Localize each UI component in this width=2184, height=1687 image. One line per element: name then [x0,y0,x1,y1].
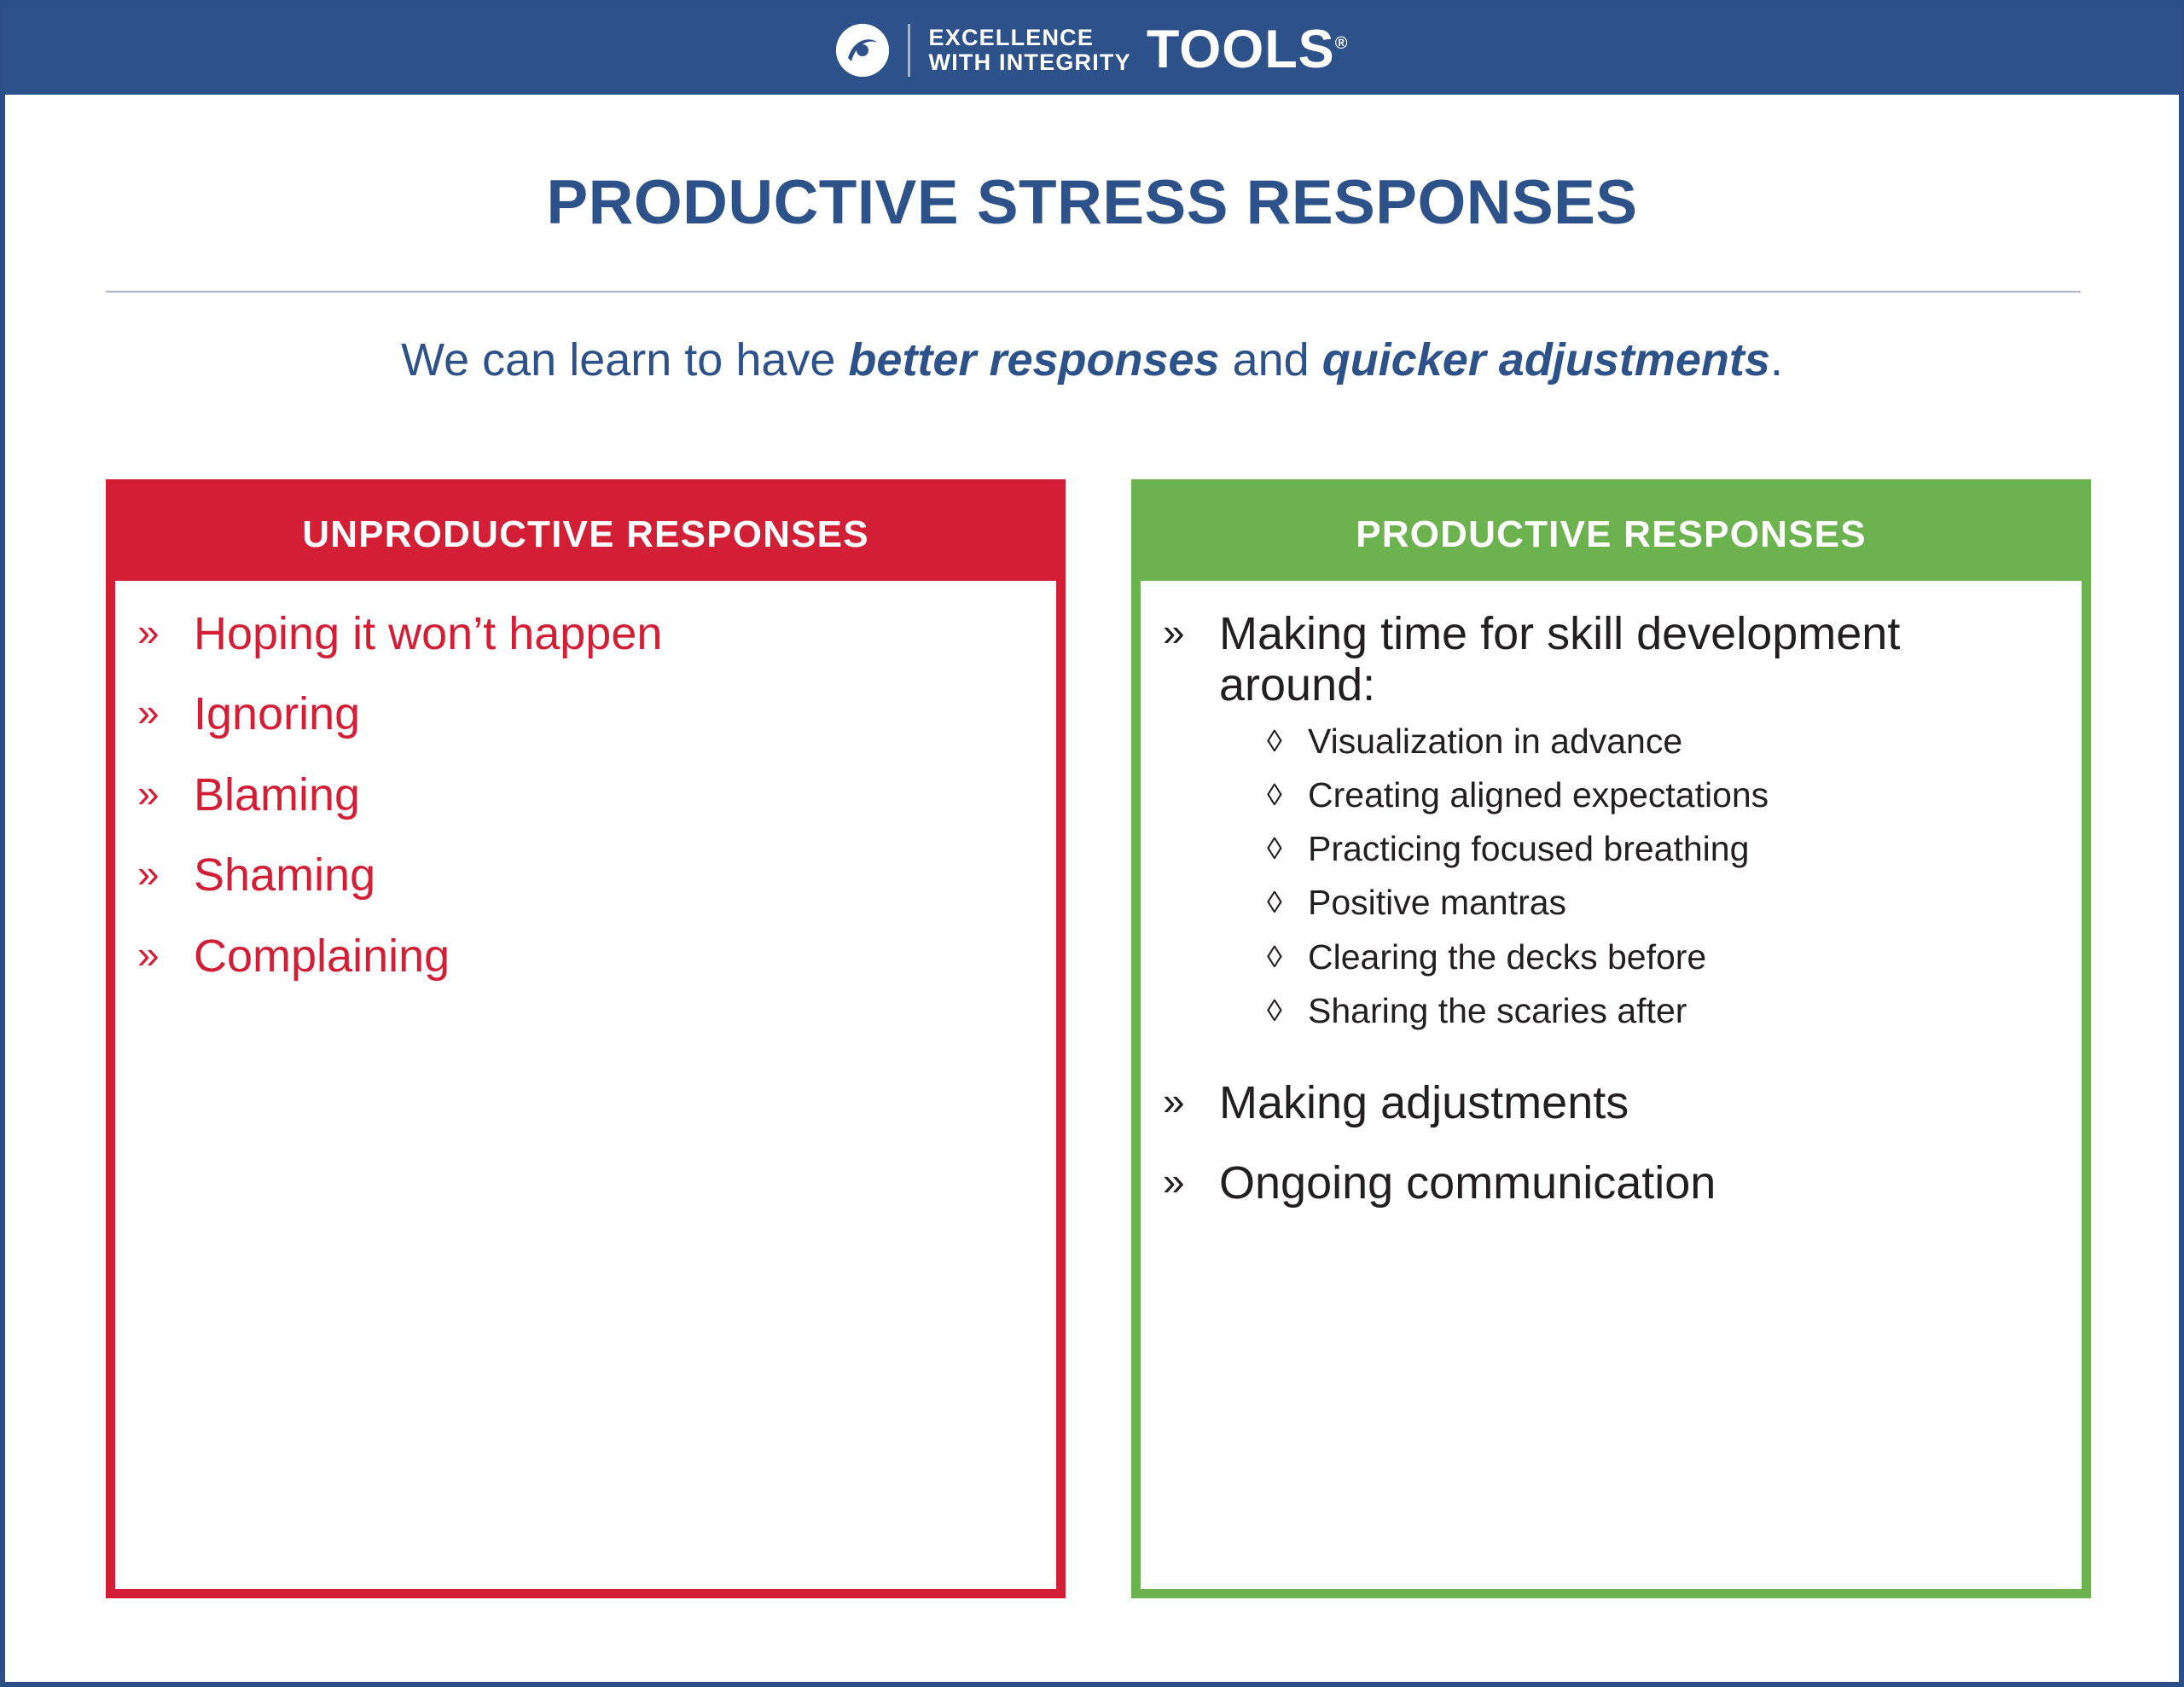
brand-lockup [836,20,1349,79]
unproductive-responses-panel [106,479,1066,1598]
page-subtitle [5,333,2179,386]
productive-responses-panel [1131,479,2091,1598]
brand-line-2: WITH INTEGRITY [928,49,1131,75]
list-item-label: Practicing focused breathing [1308,829,1750,869]
diamond-bullet-icon: ◊ [1267,722,1282,758]
bullet-icon: » [1163,1078,1185,1123]
subtitle-part-1: We can learn to have [401,334,849,386]
bullet-icon: » [137,610,160,654]
list-item [1267,829,2059,869]
list-item-label: Sharing the scaries after [1308,990,1687,1030]
bullet-icon: » [137,690,160,735]
list-item [1163,1157,2059,1209]
list-item-label: Shaming [194,849,376,901]
title-divider [106,291,2081,293]
list-item-label: Making adjustments [1219,1076,1629,1128]
bullet-icon: » [137,851,160,896]
brand-line-1: EXCELLENCE [928,25,1095,51]
list-item [137,608,1034,659]
subtitle-emphasis-2: quicker adjustments [1321,334,1770,386]
list-item [137,769,1034,820]
list-item [1163,608,2059,1048]
diamond-bullet-icon: ◊ [1267,938,1282,974]
bullet-icon: » [1163,610,1185,654]
list-item [1267,775,2059,815]
list-item-group [1219,608,2059,1048]
brand-text [928,20,1349,79]
list-item [1267,722,2059,762]
diamond-bullet-icon: ◊ [1267,884,1282,920]
unproductive-panel-body [115,581,1056,1589]
list-item-label: Complaining [194,930,450,982]
registered-mark: ® [1334,34,1349,53]
list-item-label: Positive mantras [1308,883,1567,923]
list-item-label: Ongoing communication [1219,1157,1716,1209]
productive-list [1163,608,2059,1209]
subtitle-part-2: and [1219,334,1322,386]
list-item [1267,937,2059,977]
list-item [137,930,1034,982]
bullet-icon: » [1163,1159,1185,1204]
list-item-label: Visualization in advance [1308,721,1683,761]
list-item-label: Ignoring [194,688,361,740]
productive-panel-heading: PRODUCTIVE RESPONSES [1141,489,2082,581]
list-item [137,849,1034,901]
list-item-label: Making time for skill development around: [1219,608,1901,711]
list-item [1267,883,2059,923]
diamond-bullet-icon: ◊ [1267,777,1282,813]
unproductive-panel-heading: UNPRODUCTIVE RESPONSES [115,489,1056,581]
list-item [1163,1077,2059,1128]
circle-swoosh-logo-icon [836,24,889,77]
header-bar [5,5,2179,95]
diamond-bullet-icon: ◊ [1267,992,1282,1028]
bullet-icon: » [137,931,160,977]
brand-wordmark-text: TOOLS [1146,20,1335,79]
subtitle-part-3: . [1769,334,1783,386]
list-item [137,688,1034,739]
bullet-icon: » [137,770,160,815]
brand-tagline [929,26,1131,74]
brand-wordmark [1146,20,1349,79]
list-item-label: Creating aligned expectations [1308,775,1769,815]
productive-panel-body [1141,581,2082,1589]
page-title: PRODUCTIVE STRESS RESPONSES [546,168,1638,237]
diamond-bullet-icon: ◊ [1267,831,1282,867]
list-item [1267,991,2059,1031]
list-item-label: Clearing the decks before [1308,936,1707,977]
brand-divider [908,24,910,77]
subtitle-emphasis-1: better responses [848,334,1220,386]
unproductive-list [137,608,1034,982]
skill-development-sublist [1219,722,2059,1031]
list-item-label: Hoping it won’t happen [194,608,663,659]
list-item-label: Blaming [194,768,361,820]
